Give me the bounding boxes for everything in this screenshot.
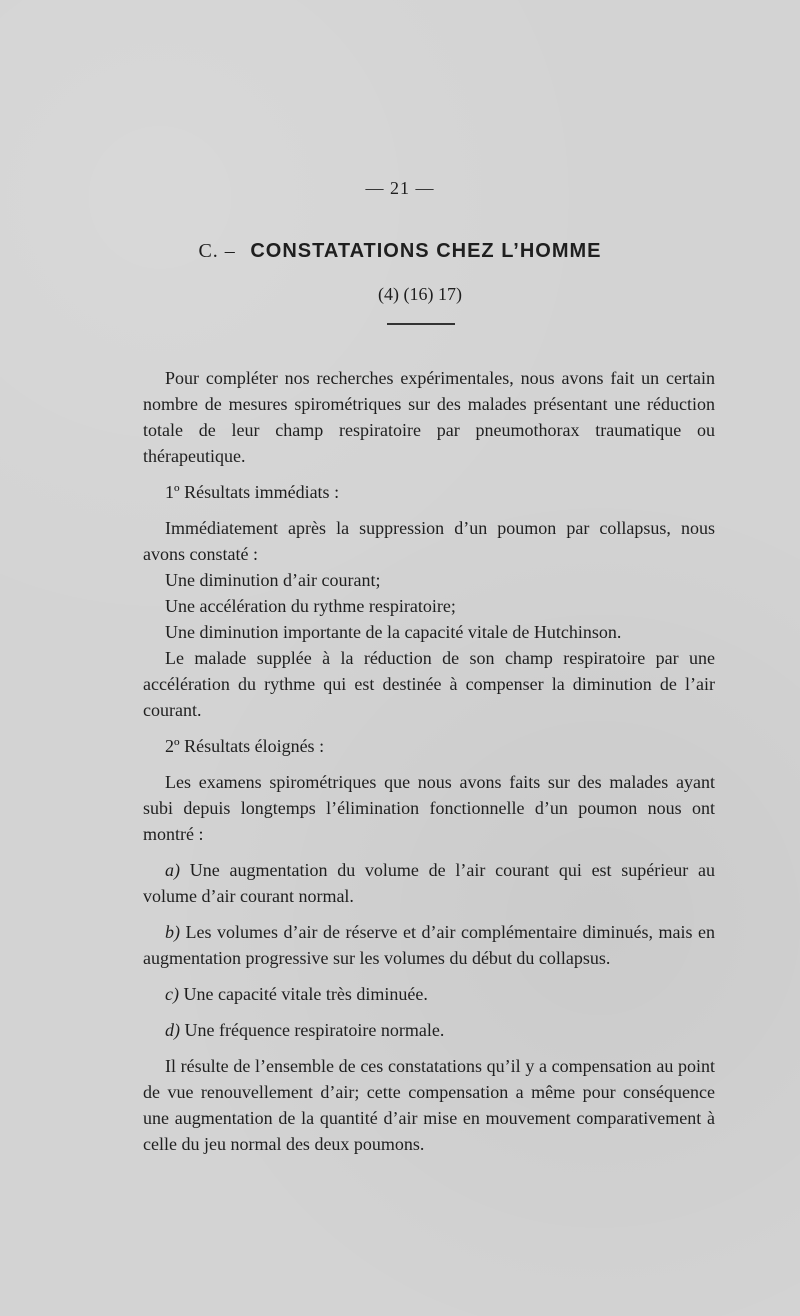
section-prefix: C. – [198,240,236,262]
result-d-text: Une fréquence respiratoire normale. [184,1020,445,1040]
title-rule [387,323,455,325]
air-flow-line: Une diminution d’air courant; [165,570,381,590]
section-title [0,240,800,263]
document-body [143,365,715,1157]
vital-capacity-line: Une diminution importante de la capacité vitale de Hutchinson. [165,622,622,642]
rhythm-line: Une accélération du rythme respiratoire; [165,596,456,616]
collapse-paragraph: Immédiatement après la suppression d’un poumon par collapsus, nous avons constaté : [143,518,715,564]
page-number: — 21 — [365,178,435,198]
section-title-text: CONSTATATIONS CHEZ L’HOMME [250,240,602,262]
result-b [143,919,715,971]
section-references: (4) (16) 17) [378,284,462,304]
result-d-label: d) [165,1020,180,1040]
immediate-results-heading: 1º Résultats immédiats : [165,482,340,502]
result-c [143,981,715,1007]
distant-results-heading: 2º Résultats éloignés : [165,736,325,756]
result-b-text: Les volumes d’air de réserve et d’air complémentaire diminués, mais en augmentation progressive sur les volumes du début du collapsus. [143,922,716,968]
result-a-label: a) [165,860,180,880]
spirometry-paragraph: Les examens spirométriques que nous avons faits sur des malades ayant subi depuis longtemps l’élimination fonctionnelle d’un poumon nous ont montré : [143,772,715,844]
result-a-text: Une augmentation du volume de l’air courant qui est supérieur au volume d’air courant normal. [143,860,716,906]
compensation-paragraph: Le malade supplée à la réduction de son champ respiratoire par une accélération du rythme qui est destinée à compenser la diminution de l’air courant. [143,648,715,720]
result-c-label: c) [165,984,179,1004]
result-d [143,1017,715,1043]
result-b-label: b) [165,922,180,942]
result-a [143,857,715,909]
result-c-text: Une capacité vitale très diminuée. [183,984,428,1004]
conclusion-paragraph: Il résulte de l’ensemble de ces constatations qu’il y a compensation au point de vue renouvellement d’air; cette compensation a même pour conséquence une augmentation de la quantité d’air mise en mouvement comparativement à celle du jeu normal des deux poumons. [143,1056,715,1154]
intro-paragraph: Pour compléter nos recherches expérimentales, nous avons fait un certain nombre de mesures spirométriques sur des malades présentant une réduction totale de leur champ respiratoire par pneumothorax traumatique ou thérapeutique. [143,368,715,466]
